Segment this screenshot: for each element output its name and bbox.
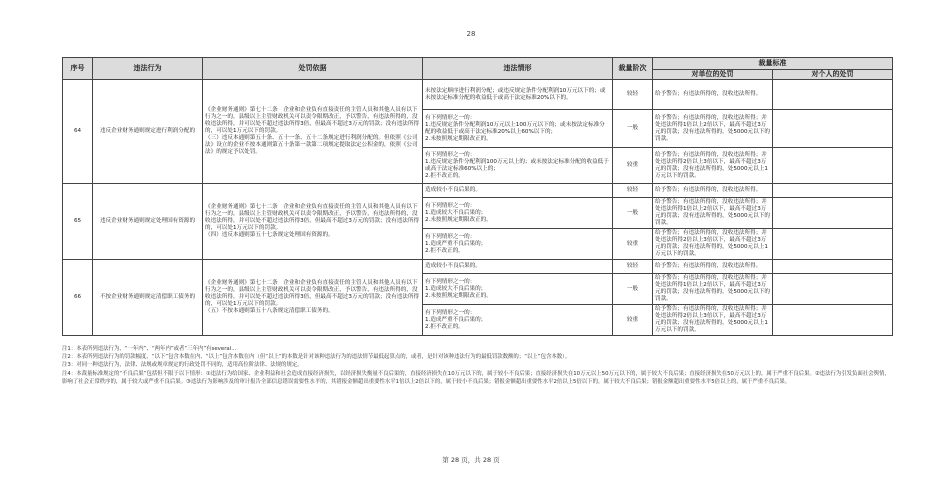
row-seq: 65 [63, 184, 93, 260]
row-person-penalty [773, 305, 893, 336]
row-level: 较轻 [613, 80, 653, 110]
row-act: 违反企业财务通则规定进行利润分配的 [93, 80, 203, 184]
row-unit-penalty: 给予警告；有违法所得的，没收违法所得。 [653, 184, 773, 198]
note-4: 注4：本裁量标准规定的“不良后果”包括但不限于以下情形：①违法行为给国家、企业利益和社会造成直接经济损失，以经济损失衡量不良后果的，直接经济损失在10万元以下的，属于较小不良后果；直接经济损失在10万元以上50万元以下的，属于较大不良后果；直接经济损失在50万元以上的，属于严重不良后果。②违法行为引发负面社会舆情，影响了社会正常秩序的，属于较大或严重不良后果。③违法行为影响涉及的审计报告全部信息错误需要性水平的，其错报金额超出重要性水平1倍以上2倍以下的，属于较小不良后果；错报金额超出重要性水平2倍以上5倍以下的，属于较大不良后果；错报金额超出重要性水平5倍以上的，属于严重不良后果。 [62, 370, 890, 385]
header-seq: 序号 [63, 58, 93, 80]
page-number-top: 28 [466, 30, 476, 38]
header-basis: 处罚依据 [203, 58, 423, 80]
row-level: 较轻 [613, 184, 653, 198]
note-1: 注1：本表所列违法行为，“一年内”、“两年内”或者“三年内”有several... [62, 346, 237, 352]
row-seq: 64 [63, 80, 93, 184]
row-seq: 66 [63, 260, 93, 336]
row-basis: 《企业财务通则》第七十二条 企业和企业负有直接责任的主管人员和其他人员有以下行为之一的，县级以上主管财政机关可以责令限期改正，予以警告，有违法所得的，没收违法所得，并可以处不超过违法所得3倍，但最高不超过3万元的罚款；没有违法所得的，可以处1万元以下的罚款。 （五）不按本通则第五十八条规定清偿职工债务的。 [203, 260, 423, 336]
table-row [63, 80, 893, 110]
penalty-table [62, 57, 893, 336]
row-person-penalty [773, 274, 893, 305]
row-situation: 有下列情形之一的： 1.造成较大不良后果的； 2.未按照规定期限改正的。 [423, 274, 613, 305]
row-situation: 有下列情形之一的： 1.造成较大不良后果的； 2.未按照规定期限改正的。 [423, 198, 613, 229]
row-situation: 未按法定顺序进行利润分配；或违反规定条件分配利润10万元以下的；或未按法定标准分配的收益低于或高于法定标准20%以下的。 [423, 80, 613, 110]
row-person-penalty [773, 184, 893, 198]
row-unit-penalty: 给予警告；有违法所得的，没收违法所得；并处违法所得2倍以上3倍以下，最高不超过3万元的罚款；没有违法所得的，处5000元以上1万元以下的罚款。 [653, 148, 773, 184]
note-2: 注2：本表所列违法行为的罚款幅度，“以下”包含本数在内，“以上”包含本数在内（但“以上”的本数是针对该种违法行为的违法情节最低起算点的，或者，是针对该种违法行为的最低罚款数额的；“以上”包含本数）。 [62, 354, 571, 361]
row-person-penalty [773, 148, 893, 184]
row-situation: 造成较小不良后果的。 [423, 184, 613, 198]
table-row [63, 260, 893, 274]
table-row [63, 184, 893, 198]
row-person-penalty [773, 260, 893, 274]
row-unit-penalty: 给予警告；有违法所得的，没收违法所得；并处违法所得1倍以上2倍以下，最高不超过3万元的罚款；没有违法所得的，处5000元以下的罚款。 [653, 110, 773, 148]
page-footer: 第 28 页，共 28 页 [442, 456, 500, 464]
header-level: 裁量阶次 [613, 58, 653, 80]
row-level: 较重 [613, 229, 653, 260]
row-unit-penalty: 给予警告；有违法所得的，没收违法所得；并处违法所得1倍以上2倍以下，最高不超过3万元的罚款；没有违法所得的，处5000元以下的罚款。 [653, 198, 773, 229]
row-unit-penalty: 给予警告；有违法所得的，没收违法所得；并处违法所得2倍以上3倍以下，最高不超过3万元的罚款；没有违法所得的，处5000元以上1万元以下的罚款。 [653, 229, 773, 260]
row-unit-penalty: 给予警告；有违法所得的，没收违法所得；并处违法所得2倍以上3倍以下，最高不超过3万元的罚款；没有违法所得的，处5000元以上1万元以下的罚款。 [653, 305, 773, 336]
row-unit-penalty: 给予警告；有违法所得的，没收违法所得；并处违法所得1倍以上2倍以下，最高不超过3万元的罚款；没有违法所得的，处5000元以下的罚款。 [653, 274, 773, 305]
notes-section [62, 345, 892, 386]
row-person-penalty [773, 198, 893, 229]
note-3: 注3：对同一种违法行为，法律、法规或规章规定的行政处罚不同的，适用高位阶法律、法规的规定。 [62, 362, 303, 369]
row-act: 不按企业财务通则规定清偿职工债务的 [93, 260, 203, 336]
row-situation: 有下列情形之一的： 1.造成严重不良后果的； 2.拒不改正的。 [423, 305, 613, 336]
row-situation: 有下列情形之一的： 1.违反规定条件分配利润10万元以上100万元以下的；或未按法定标准分配的收益低于或高于法定标准20%以上60%以下的； 2.未按照规定期限改正的。 [423, 110, 613, 148]
row-level: 较轻 [613, 260, 653, 274]
row-person-penalty [773, 80, 893, 110]
header-situation: 违法情形 [423, 58, 613, 80]
row-situation: 有下列情形之一的： 1.造成严重不良后果的； 2.拒不改正的。 [423, 229, 613, 260]
row-situation: 有下列情形之一的： 1.违反规定条件分配利润100万元以上的；或未按法定标准分配的收益低于或高于法定标准60%以上的； 2.拒不改正的。 [423, 148, 613, 184]
header-standard: 裁量标准 [653, 58, 893, 70]
row-unit-penalty: 给予警告；有违法所得的，没收违法所得。 [653, 80, 773, 110]
row-level: 一般 [613, 274, 653, 305]
header-act: 违法行为 [93, 58, 203, 80]
row-act: 违反企业财务通则规定处理国有资源的 [93, 184, 203, 260]
row-person-penalty [773, 110, 893, 148]
header-unit: 对单位的处罚 [653, 70, 773, 80]
row-level: 一般 [613, 198, 653, 229]
header-person: 对个人的处罚 [773, 70, 893, 80]
row-level: 较重 [613, 305, 653, 336]
row-level: 较重 [613, 148, 653, 184]
row-situation: 造成较小不良后果的。 [423, 260, 613, 274]
row-unit-penalty: 给予警告；有违法所得的，没收违法所得。 [653, 260, 773, 274]
row-level: 一般 [613, 110, 653, 148]
row-basis: 《企业财务通则》第七十二条 企业和企业负有直接责任的主管人员和其他人员有以下行为之一的，县级以上主管财政机关可以责令限期改正，予以警告，有违法所得的，没收违法所得，并可以处不超过违法所得3倍，但最高不超过3万元的罚款；没有违法所得的，可以处1万元以下的罚款。 （三）违反本通则第五十条、五十一条、五十二条规定进行利润分配的。但依照《公司法》设立的企业不按本通则第五十条第一款第二项规定提取法定公积金的，依照《公司法》的规定予以处罚。 [203, 80, 423, 184]
row-basis: 《企业财务通则》第七十二条 企业和企业负有直接责任的主管人员和其他人员有以下行为之一的，县级以上主管财政机关可以责令限期改正，予以警告，有违法所得的，没收违法所得，并可以处不超过违法所得3倍，但最高不超过3万元的罚款；没有违法所得的，可以处1万元以下的罚款。 （四）违反本通则第五十七条规定处理国有资源的。 [203, 184, 423, 260]
row-person-penalty [773, 229, 893, 260]
